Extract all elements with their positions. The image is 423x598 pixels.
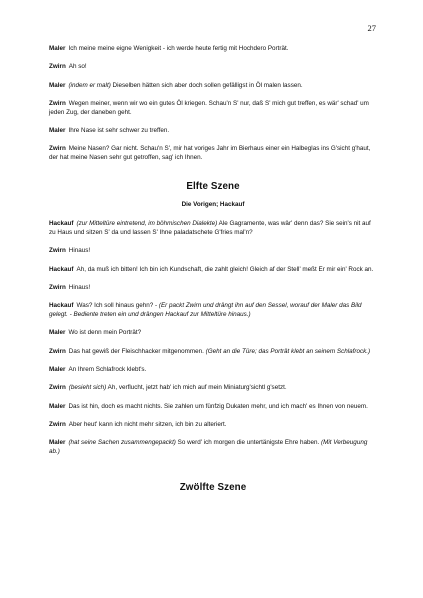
dialogue-block-after xyxy=(49,220,377,457)
speech-text: Meine Nasen? Gar nicht. Schau'n S', mir hat voriges Jahr im Bierhaus einer ein Halbeglas ins G'sicht g'haut, der hat meine Nasen sehr gut getroffen, sag' ich Ihnen. xyxy=(49,145,371,162)
dialogue-line xyxy=(49,145,377,163)
dialogue-line xyxy=(49,284,377,293)
dialogue-line xyxy=(49,266,377,275)
dialogue-line xyxy=(49,302,377,320)
speech-text: Ah, verflucht, jetzt hab' ich mich auf mein Miniaturg'sichtl g'setzt. xyxy=(106,384,287,392)
speech-text: Aber heut' kann ich nicht mehr sitzen, ich bin zu alteriert. xyxy=(68,420,227,428)
speaker-name: Zwirn xyxy=(49,63,66,71)
dialogue-line xyxy=(49,403,377,412)
dialogue-line xyxy=(49,366,377,375)
speech-text: Wo ist denn mein Porträt? xyxy=(68,329,142,337)
speech-text: Ale Gagramente, was wär' denn das? Sie sein's nit auf zu Haus und sitzen S' da und lassen S' Ihne paladatschete G'fries mal'n? xyxy=(49,220,371,237)
dialogue-line xyxy=(49,421,377,430)
scene-heading-twelve: Zwölfte Szene xyxy=(179,482,247,493)
dialogue-line xyxy=(49,220,377,238)
stage-direction: (besieht sich) xyxy=(68,384,107,392)
speaker-name: Zwirn xyxy=(49,384,66,392)
speech-text: Hinaus! xyxy=(68,283,91,291)
speaker-name: Maler xyxy=(49,81,66,89)
stage-direction: (Er packt Zwirn und drängt ihn auf den Sessel, worauf der Maler das Bild gelegt. - Bediente treten ein und drängen Hackauf zur Mitteltüre hinaus.) xyxy=(49,302,362,319)
speaker-name: Zwirn xyxy=(49,145,66,153)
stage-direction: (zur Mitteltüre eintretend, im böhmischen Dialekte) xyxy=(76,220,218,228)
stage-direction: (hat seine Sachen zusammengepackt) xyxy=(68,439,176,447)
speaker-name: Zwirn xyxy=(49,99,66,107)
dialogue-line xyxy=(49,45,377,54)
script-text xyxy=(49,45,377,494)
speech-text: Ich meine meine eigne Wenigkeit - ich werde heute fertig mit Hochdero Porträt. xyxy=(68,45,289,52)
dialogue-line xyxy=(49,127,377,136)
speech-text: An Ihrem Schlafrock klebt's. xyxy=(68,366,147,373)
dialogue-line xyxy=(49,348,377,357)
dialogue-block-before xyxy=(49,45,377,163)
stage-direction: (Mit Verbeugung ab.) xyxy=(49,439,368,456)
dialogue-line xyxy=(49,82,377,91)
speaker-name: Zwirn xyxy=(49,347,66,355)
speaker-name: Zwirn xyxy=(49,247,66,255)
dialogue-line xyxy=(49,329,377,338)
speaker-name: Maler xyxy=(49,329,66,337)
speaker-name: Maler xyxy=(49,439,66,447)
dialogue-line xyxy=(49,63,377,72)
speaker-name: Hackauf xyxy=(49,220,74,228)
speech-text: Ihre Nase ist sehr schwer zu treffen. xyxy=(68,127,170,135)
speech-text: Was? Ich soll hinaus gehn? - xyxy=(76,302,159,310)
speaker-name: Hackauf xyxy=(49,265,74,273)
dialogue-line xyxy=(49,100,377,118)
speaker-name: Zwirn xyxy=(49,420,66,428)
speech-text: Das hat gewiß der Fleischhacker mitgenommen. xyxy=(68,347,206,355)
page-number: 27 xyxy=(367,23,376,33)
speaker-name: Maler xyxy=(49,366,66,373)
speaker-name: Hackauf xyxy=(49,302,74,310)
speaker-name: Maler xyxy=(49,45,66,52)
dialogue-line xyxy=(49,439,377,457)
speech-text: Ah so! xyxy=(68,63,87,71)
dialogue-line xyxy=(49,384,377,393)
speaker-name: Zwirn xyxy=(49,283,66,291)
dialogue-line xyxy=(49,247,377,256)
speech-text: Das ist hin, doch es macht nichts. Sie zahlen um fünfzig Dukaten mehr, und ich mach' es Ihnen von neuem. xyxy=(68,402,368,410)
speech-text: Ah, da muß ich bitten! Ich bin ich Kundschaft, die zahlt gleich! Gleich af der Stell' meßt Er mir ein' Rock an. xyxy=(76,265,374,273)
speaker-name: Maler xyxy=(49,127,66,135)
scene-characters: Die Vorigen; Hackauf xyxy=(181,201,245,209)
stage-direction: (indem er malt) xyxy=(68,81,111,89)
stage-direction: (Geht an die Türe; das Porträt klebt an seinem Schlafrock.) xyxy=(205,347,371,355)
speech-text: Wegen meiner, wenn wir wo ein gutes Öl kriegen. Schau'n S' nur, daß S' mich gut treffen, es wär' schad' um jeden Zug, der daneben geht. xyxy=(49,99,369,116)
speech-text: So werd' ich morgen die untertänigste Ehre haben. xyxy=(175,439,321,447)
speech-text: Dieselben hätten sich aber doch sollen gefälligst in Öl malen lassen. xyxy=(110,81,303,89)
speaker-name: Maler xyxy=(49,402,66,410)
speech-text: Hinaus! xyxy=(68,247,91,255)
scene-heading-eleven: Elfte Szene xyxy=(186,181,240,193)
